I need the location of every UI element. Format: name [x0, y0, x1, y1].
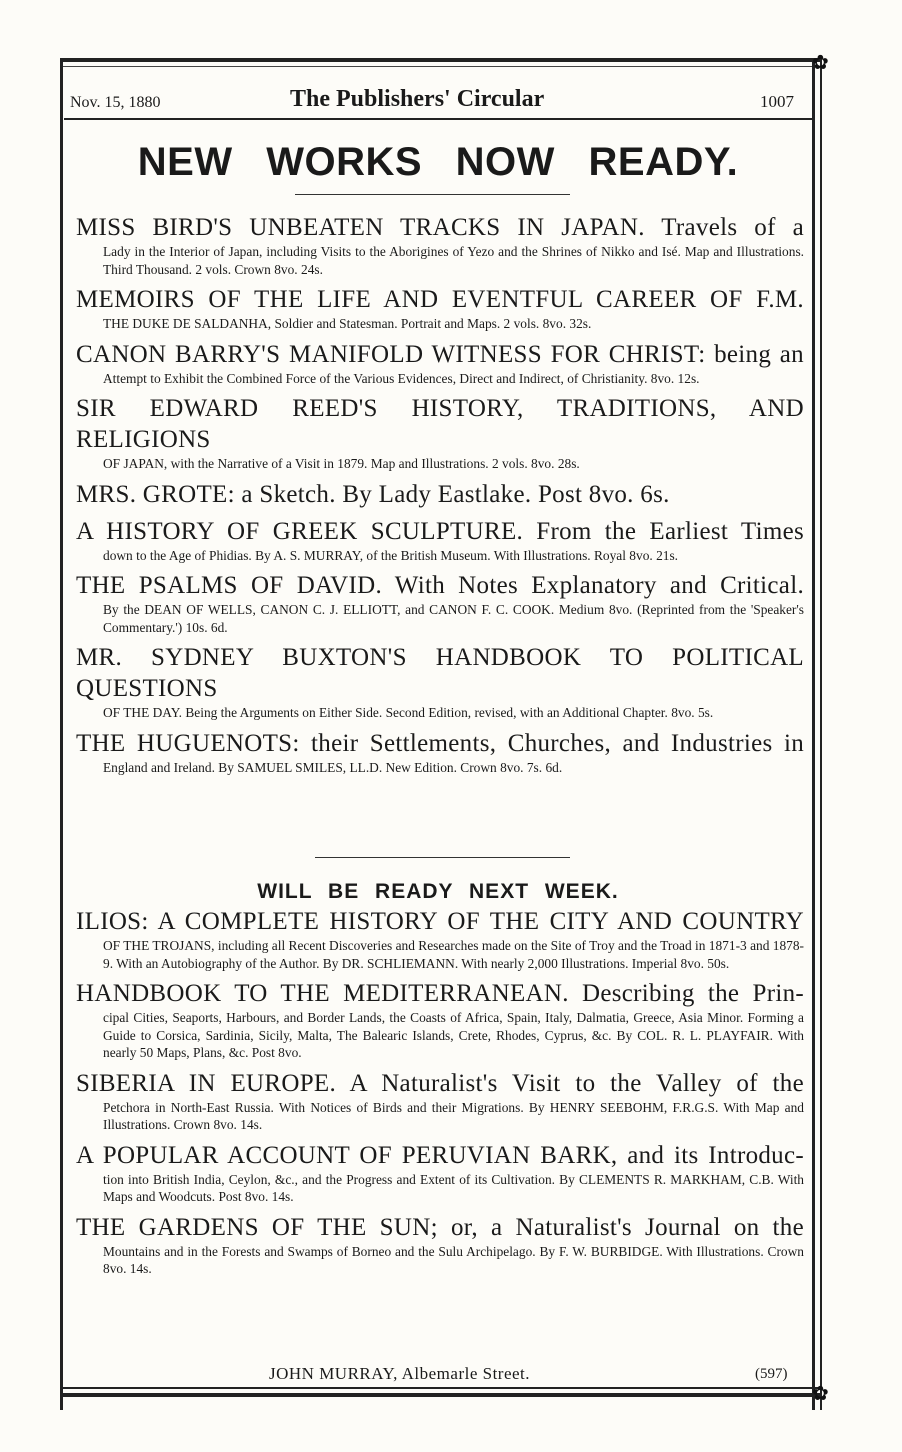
entry-title: MRS. GROTE: a Sketch. By Lady Eastlake. Post 8vo. 6s. — [76, 480, 670, 508]
entry-body: Lady in the Interior of Japan, including Visits to the Aborigines of Yezo and the Shrines of Nikko and Isé. Map and Illustrations. Third Thousand. 2 vols. Crown 8vo. 24s. — [103, 244, 804, 277]
list-item — [76, 906, 804, 972]
list-item — [76, 284, 804, 333]
entries-now-ready — [76, 212, 804, 782]
list-item — [76, 479, 804, 510]
footer-publisher: JOHN MURRAY, Albemarle Street. — [269, 1364, 531, 1383]
list-item — [76, 728, 804, 777]
corner-ornament-icon: ✿ — [812, 50, 829, 74]
header-date: Nov. 15, 1880 — [70, 94, 161, 111]
entry-body: Petchora in North-East Russia. With Notices of Birds and their Migrations. By HENRY SEEBOHM, F.R.G.S. With Map and Illustrations. Crown 8vo. 14s. — [103, 1099, 804, 1132]
header-rule — [64, 118, 812, 120]
entry-body: cipal Cities, Seaports, Harbours, and Border Lands, the Coasts of Africa, Spain, Italy, Dalmatia, Greece, Asia Minor. Forming a Guide to Corsica, Sardinia, Sicily, Malta, The Balearic Islands, Crete, Rhodes, Cyprus, &c. By COL. R. L. PLAYFAIR. With nearly 50 Maps, Plans, &c. Post 8vo. — [103, 1010, 804, 1060]
entry-title: MEMOIRS OF THE LIFE AND EVENTFUL CAREER OF F.M. — [76, 286, 804, 313]
header-title: The Publishers' Circular — [290, 86, 545, 112]
right-border-rule — [812, 62, 815, 1410]
entry-title: HANDBOOK TO THE MEDITERRANEAN. Describing the Prin- — [76, 980, 804, 1007]
entry-body: OF THE DAY. Being the Arguments on Either Side. Second Edition, revised, with an Additional Chapter. 8vo. 5s. — [103, 705, 714, 720]
entry-title: ILIOS: A COMPLETE HISTORY OF THE CITY AND COUNTRY — [76, 908, 804, 935]
entries-next-week — [76, 906, 804, 1284]
entry-title: THE GARDENS OF THE SUN; or, a Naturalist's Journal on the — [76, 1213, 804, 1241]
entry-body: OF THE TROJANS, including all Recent Discoveries and Researches made on the Site of Troy and the Troad in 1871-3 and 1878-9. With an Autobiography of the Author. By DR. SCHLIEMANN. With nearly 2,000 Illustrations. Imperial 8vo. 50s. — [103, 938, 804, 971]
list-item — [76, 642, 804, 722]
entry-title: A POPULAR ACCOUNT OF PERUVIAN BARK, and its Introduc- — [76, 1141, 804, 1169]
entry-title: CANON BARRY'S MANIFOLD WITNESS FOR CHRIST: being an — [76, 340, 804, 368]
entry-body: THE DUKE DE SALDANHA, Soldier and Statesman. Portrait and Maps. 2 vols. 8vo. 32s. — [103, 316, 592, 331]
entry-title: SIBERIA IN EUROPE. A Naturalist's Visit to the Valley of the — [76, 1069, 804, 1097]
entry-title: MISS BIRD'S UNBEATEN TRACKS IN JAPAN. Travels of a — [76, 214, 804, 241]
entry-body: Mountains and in the Forests and Swamps of Borneo and the Sulu Archipelago. By F. W. BURBIDGE. With Illustrations. Crown 8vo. 14s. — [103, 1243, 804, 1276]
entry-body: Attempt to Exhibit the Combined Force of the Various Evidences, Direct and Indirect, of Christianity. 8vo. 12s. — [103, 370, 700, 386]
list-item — [76, 212, 804, 278]
left-border-rule — [60, 58, 63, 1410]
entry-body: tion into British India, Ceylon, &c., and the Progress and Extent of its Cultivation. By CLEMENTS R. MARKHAM, C.B. With Maps and Woodcuts. Post 8vo. 14s. — [103, 1171, 804, 1204]
section-divider — [315, 857, 570, 858]
bottom-border-rule — [60, 1393, 822, 1397]
top-border-hairline — [60, 66, 822, 67]
list-item — [76, 1140, 804, 1206]
entry-title: THE HUGUENOTS: their Settlements, Churches, and Industries in — [76, 729, 804, 757]
entry-body: down to the Age of Phidias. By A. S. MURRAY, of the British Museum. With Illustrations. Royal 8vo. 21s. — [103, 547, 679, 563]
bottom-border-hairline — [60, 1387, 822, 1389]
entry-title: MR. SYDNEY BUXTON'S HANDBOOK TO POLITICAL QUESTIONS — [76, 644, 804, 702]
list-item — [76, 1068, 804, 1134]
entry-body: By the DEAN OF WELLS, CANON C. J. ELLIOTT, and CANON F. C. COOK. Medium 8vo. (Reprinted from the 'Speaker's Commentary.') 10s. 6d. — [103, 602, 804, 635]
entry-body: England and Ireland. By SAMUEL SMILES, LL.D. New Edition. Crown 8vo. 7s. 6d. — [103, 759, 563, 775]
list-item — [76, 516, 804, 565]
heading-divider — [295, 194, 570, 195]
corner-ornament-icon: ✿ — [812, 1381, 829, 1405]
right-border-hairline — [820, 62, 822, 1410]
entry-title: THE PSALMS OF DAVID. With Notes Explanatory and Critical. — [76, 572, 804, 599]
list-item — [76, 1212, 804, 1278]
list-item — [76, 978, 804, 1062]
list-item — [76, 393, 804, 473]
section-heading-next-week: WILL BE READY NEXT WEEK. — [257, 880, 619, 903]
entry-title: A HISTORY OF GREEK SCULPTURE. From the Earliest Times — [76, 517, 804, 545]
top-border-rule — [60, 58, 822, 62]
header-page-number: 1007 — [760, 92, 794, 111]
entry-title: SIR EDWARD REED'S HISTORY, TRADITIONS, AND RELIGIONS — [76, 395, 804, 453]
list-item — [76, 339, 804, 388]
entry-body: OF JAPAN, with the Narrative of a Visit in 1879. Map and Illustrations. 2 vols. 8vo. 28s. — [103, 456, 580, 471]
footer-number: (597) — [755, 1366, 788, 1382]
list-item — [76, 570, 804, 636]
section-heading-now-ready: NEW WORKS NOW READY. — [137, 140, 739, 184]
